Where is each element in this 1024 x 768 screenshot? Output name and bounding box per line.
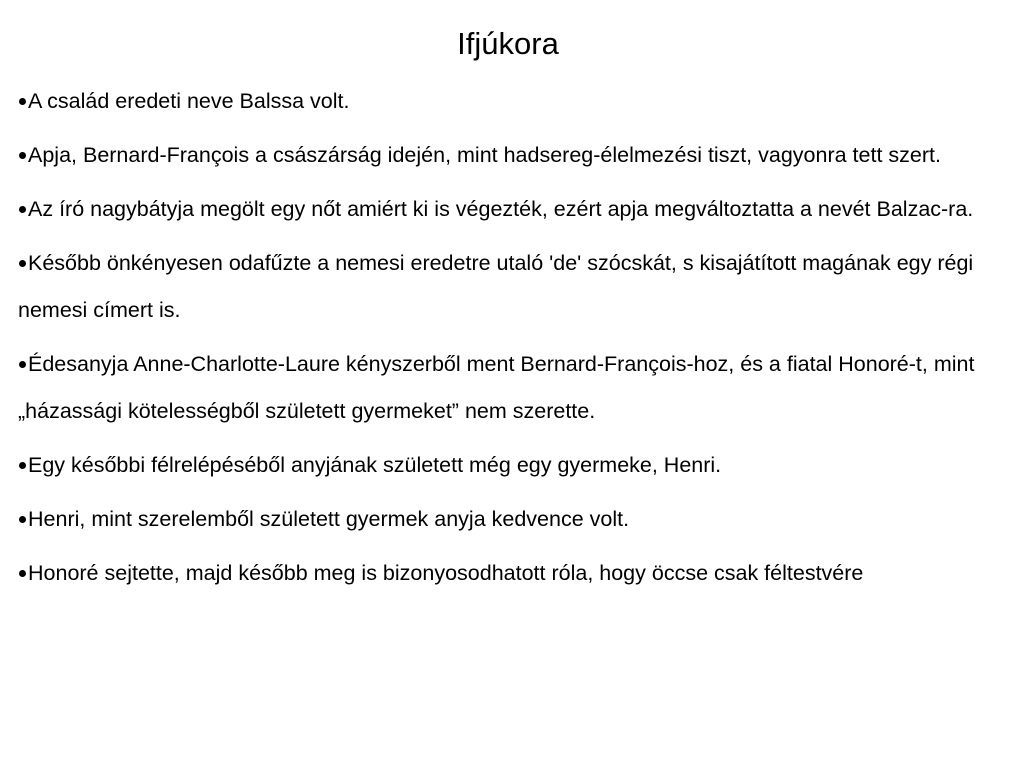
slide-title: Ifjúkora — [457, 26, 559, 61]
list-item — [18, 132, 1012, 179]
bullet-text: Édesanyja Anne-Charlotte-Laure kényszerből ment Bernard-François-hoz, és a fiatal Honoré-t, mint „házassági kötelességből született gyermeket” nem szerette. — [18, 352, 975, 423]
list-item — [18, 496, 1012, 543]
bullet-text: Honoré sejtette, majd később meg is bizonyosodhatott róla, hogy öccse csak féltestvére — [28, 561, 864, 585]
bullet-dot-icon — [19, 516, 26, 523]
bullet-dot-icon — [19, 206, 26, 213]
bullet-text: Egy későbbi félrelépéséből anyjának született még egy gyermeke, Henri. — [28, 453, 722, 477]
bullet-list — [18, 78, 1012, 604]
list-item — [18, 78, 1012, 125]
bullet-text: Henri, mint szerelemből született gyermek anyja kedvence volt. — [28, 507, 630, 531]
list-item — [18, 341, 1012, 435]
bullet-text: A család eredeti neve Balssa volt. — [28, 89, 350, 113]
bullet-dot-icon — [19, 98, 26, 105]
bullet-dot-icon — [19, 361, 26, 368]
list-item — [18, 442, 1012, 489]
bullet-text: Az író nagybátyja megölt egy nőt amiért ki is végezték, ezért apja megváltoztatta a nevét Balzac-ra. — [28, 197, 974, 221]
list-item — [18, 186, 1012, 233]
bullet-text: Később önkényesen odafűzte a nemesi eredetre utaló 'de' szócskát, s kisajátított magának egy régi nemesi címert is. — [18, 251, 974, 322]
bullet-dot-icon — [19, 152, 26, 159]
list-item — [18, 240, 1012, 334]
bullet-dot-icon — [19, 462, 26, 469]
bullet-dot-icon — [19, 260, 26, 267]
bullet-text: Apja, Bernard-François a császárság idején, mint hadsereg-élelmezési tiszt, vagyonra tett szert. — [28, 143, 941, 167]
list-item — [18, 550, 1012, 597]
bullet-dot-icon — [19, 570, 26, 577]
